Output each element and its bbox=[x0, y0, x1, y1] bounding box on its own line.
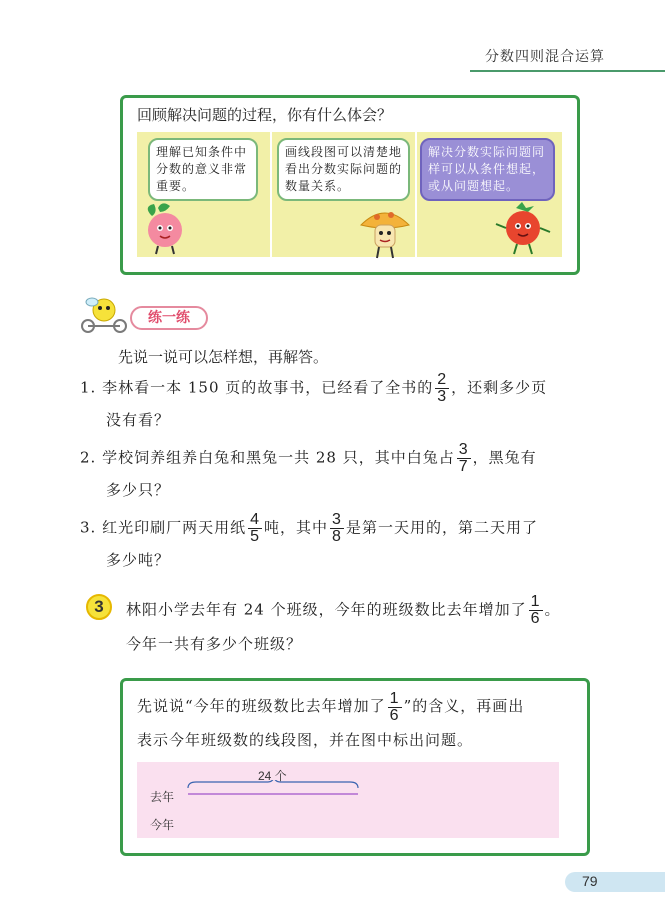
hint-text-part: ”的含义，再画出 bbox=[403, 697, 525, 715]
practice-label: 练一练 bbox=[130, 306, 208, 330]
page-number: 79 bbox=[582, 873, 598, 889]
example-text: 林阳小学去年有 24 个班级，今年的班级数比去年增加了 bbox=[126, 600, 527, 619]
fraction-denominator: 5 bbox=[250, 528, 261, 545]
example-3 bbox=[126, 594, 561, 655]
fraction-denominator: 6 bbox=[389, 706, 400, 724]
fraction-numerator: 1 bbox=[389, 689, 400, 707]
brace-and-segment bbox=[186, 780, 361, 800]
page-number-tab bbox=[565, 872, 665, 892]
chapter-title: 分数四则混合运算 bbox=[485, 49, 605, 65]
speech-bubble-1: 理解已知条件中分数的意义非常重要。 bbox=[148, 138, 258, 201]
fraction-numerator: 3 bbox=[458, 441, 469, 458]
bee-on-bike-icon bbox=[78, 296, 133, 334]
example-text-line2: 今年一共有多少个班级？ bbox=[126, 635, 303, 653]
practice-problem-2 bbox=[80, 442, 537, 501]
fraction bbox=[388, 691, 402, 724]
problem-text: 是第一天用的，第二天用了 bbox=[345, 518, 538, 537]
fraction-denominator: 3 bbox=[437, 388, 448, 405]
tomato-character-icon bbox=[490, 200, 555, 255]
problem-number: 2. bbox=[80, 448, 97, 467]
practice-problem-1 bbox=[80, 372, 547, 431]
problem-text-line2: 没有看？ bbox=[106, 411, 171, 429]
reflection-question: 回顾解决问题的过程，你有什么体会？ bbox=[137, 106, 393, 124]
peach-character-icon bbox=[140, 200, 190, 255]
brace-label: 24 个 bbox=[258, 769, 287, 783]
problem-text: ，还剩多少页 bbox=[451, 378, 548, 397]
problem-number: 1. bbox=[80, 378, 97, 397]
fraction-numerator: 3 bbox=[332, 511, 342, 528]
speech-bubble-2: 画线段图可以清楚地看出分数实际问题的数量关系。 bbox=[277, 138, 410, 201]
hint-text bbox=[137, 690, 577, 756]
problem-text: ，黑兔有 bbox=[472, 448, 537, 467]
problem-number: 3. bbox=[80, 518, 97, 537]
example-number-badge: 3 bbox=[86, 594, 112, 620]
fraction-numerator: 1 bbox=[530, 593, 541, 610]
fraction-numerator: 2 bbox=[437, 371, 448, 388]
fraction-denominator: 6 bbox=[530, 610, 541, 627]
fraction-denominator: 7 bbox=[458, 458, 469, 475]
speech-bubble-3: 解决分数实际问题同样可以从条件想起，或从问题想起。 bbox=[420, 138, 555, 201]
line-segment-diagram-area bbox=[137, 762, 559, 838]
row-label-last-year: 去年 bbox=[150, 790, 175, 804]
fraction bbox=[330, 512, 344, 545]
problem-text: 李林看一本 150 页的故事书，已经看了全书的 bbox=[102, 378, 434, 397]
practice-problem-3 bbox=[80, 512, 538, 571]
fraction-denominator: 8 bbox=[332, 528, 342, 545]
row-label-this-year: 今年 bbox=[150, 818, 175, 832]
fraction bbox=[529, 594, 543, 627]
fraction bbox=[457, 442, 471, 475]
hint-text-part: 先说说“今年的班级数比去年增加了 bbox=[137, 697, 386, 715]
problem-text-line2: 多少吨？ bbox=[106, 551, 171, 569]
mushroom-character-icon bbox=[355, 205, 415, 260]
fraction bbox=[248, 512, 262, 545]
example-text: 。 bbox=[544, 600, 561, 619]
header-rule bbox=[470, 70, 665, 72]
problem-text-line2: 多少只？ bbox=[106, 481, 171, 499]
problem-text: 红光印刷厂两天用纸 bbox=[102, 518, 247, 537]
fraction-numerator: 4 bbox=[250, 511, 261, 528]
hint-text-line2: 表示今年班级数的线段图，并在图中标出问题。 bbox=[137, 730, 474, 749]
practice-intro: 先说一说可以怎样想，再解答。 bbox=[118, 348, 329, 366]
problem-text: 学校饲养组养白兔和黑兔一共 28 只，其中白兔占 bbox=[102, 448, 455, 467]
fraction bbox=[435, 372, 449, 405]
problem-text: 吨，其中 bbox=[264, 518, 329, 537]
